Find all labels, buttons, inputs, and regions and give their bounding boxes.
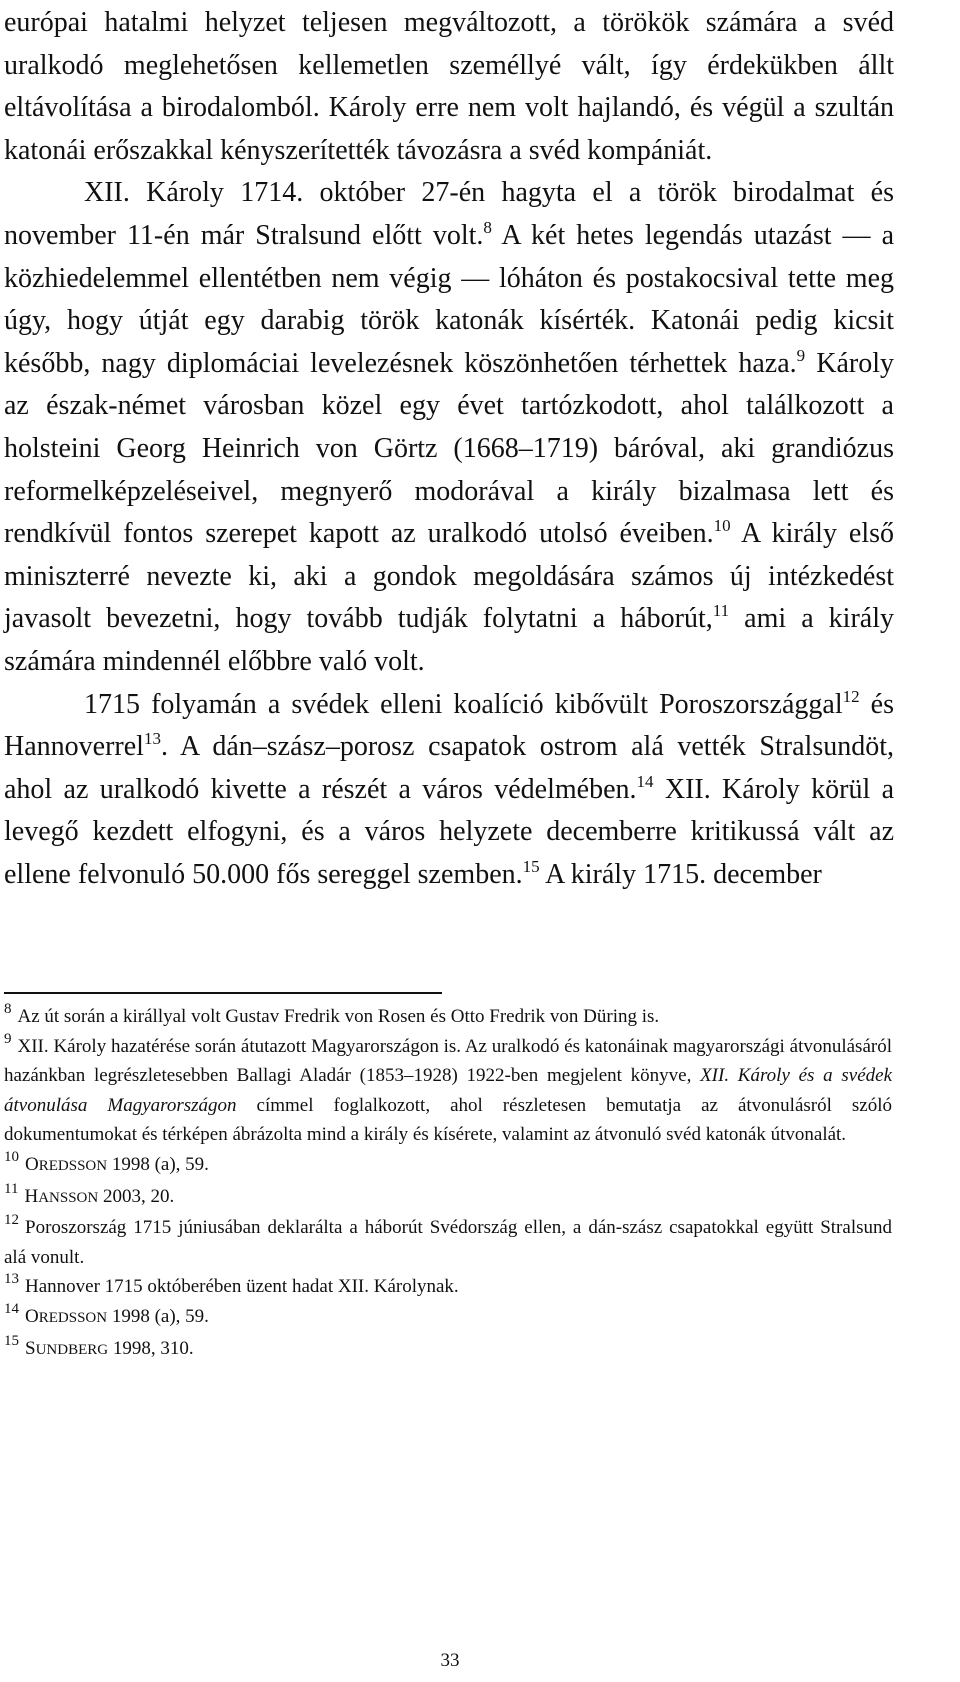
author-name: UNDBERG <box>35 1341 109 1358</box>
footnote-text: Hannover 1715 októberében üzent hadat XII. Károlynak. <box>25 1276 459 1298</box>
citation: 1998 (a), 59. <box>107 1153 209 1175</box>
author-initial: O <box>25 1305 39 1327</box>
footnote-number: 8 <box>4 1001 12 1017</box>
paragraph-2 <box>4 172 894 683</box>
author-name: REDSSON <box>38 1309 108 1326</box>
footnote-text: Az út során a királlyal volt Gustav Fredrik von Rosen és Otto Fredrik von Düring is. <box>17 1006 660 1027</box>
document-page <box>4 0 894 896</box>
footnote-number: 10 <box>4 1148 19 1165</box>
footnote-ref-8[interactable]: 8 <box>483 217 492 237</box>
author-initial: O <box>25 1153 39 1175</box>
citation: 1998 (a), 59. <box>107 1305 209 1327</box>
footnote-13 <box>4 1272 892 1302</box>
footnotes <box>4 1002 892 1365</box>
footnote-number: 13 <box>4 1271 19 1288</box>
footnote-text: címmel foglalkozott, ahol részletesen bemutatja az átvonulásról szóló dokumentumokat és térképen ábrázolta mind a király és kísérete, valamint az átvonuló svéd katonák útvonalát. <box>4 1094 892 1146</box>
paragraph-3-text-1: 1715 folyamán a svédek elleni koalíció kibővült Poroszországgal <box>84 688 843 720</box>
footnote-14 <box>4 1302 892 1334</box>
footnote-ref-13[interactable]: 13 <box>143 729 161 749</box>
footnote-10 <box>4 1150 892 1182</box>
paragraph-2-text-2: A két hetes legendás utazást — a közhiedelemmel ellentétben nem végig — lóháton és postakocsival tette meg úgy, hogy útját egy darabig török katonák kísérték. Katonái pedig kicsit később, nagy diplomáciai levelezésnek köszönhetően térhettek haza. <box>4 219 894 379</box>
footnote-number: 14 <box>4 1300 19 1317</box>
paragraph-3-text-5: A király 1715. december <box>539 858 822 890</box>
footnote-text: Poroszország 1715 júniusában deklarálta a háborút Svédország ellen, a dán-szász csapatokkal együtt Stralsund alá vonult. <box>4 1217 892 1268</box>
author-name: ANSSON <box>38 1189 99 1206</box>
footnote-number: 9 <box>4 1030 12 1047</box>
footnote-ref-12[interactable]: 12 <box>842 686 860 706</box>
paragraph-1-text: európai hatalmi helyzet teljesen megváltozott, a törökök számára a svéd uralkodó meglehetősen kellemetlen személlyé vált, így érdekükben állt eltávolítása a birodalomból. Károly erre nem volt hajlandó, és végül a szultán katonái erőszakkal kényszerítették távozásra a svéd kompániát. <box>4 7 894 166</box>
footnote-ref-14[interactable]: 14 <box>636 771 654 791</box>
footnote-11 <box>4 1182 892 1214</box>
footnote-number: 12 <box>4 1212 19 1229</box>
paragraph-1 <box>4 2 894 172</box>
citation: 1998, 310. <box>108 1337 194 1359</box>
footnote-ref-15[interactable]: 15 <box>522 856 540 876</box>
footnote-ref-11[interactable]: 11 <box>712 601 730 621</box>
footnote-15 <box>4 1334 892 1366</box>
paragraph-2-text-3: Károly az észak-német városban közel egy évet tartózkodott, ahol találkozott a holsteini Georg Heinrich von Görtz (1668–1719) báróval, aki grandiózus reformelképzeléseivel, megnyerő modorával a király bizalmasa lett és rendkívül fontos szerepet kapott az uralkodó utolsó éveiben. <box>4 347 894 550</box>
paragraph-2-text-1: XII. Károly 1714. október 27-én hagyta el a török birodalmat és november 11-én már Stralsund előtt volt. <box>4 177 894 251</box>
paragraph-3-text-2: és Hannoverrel <box>4 688 894 763</box>
paragraph-2-text-5: ami a király számára mindennél előbbre való volt. <box>4 603 894 677</box>
paragraph-2-text-4: A király első miniszterré nevezte ki, aki a gondok megoldására számos új intézkedést javasolt bevezetni, hogy tovább tudják folytatni a háborút, <box>4 518 894 635</box>
book-title: XII. Károly és a svédek átvonulása Magyarországon <box>4 1065 893 1116</box>
page-number: 33 <box>440 1650 460 1671</box>
footnote-12 <box>4 1213 892 1272</box>
author-initial: S <box>25 1337 36 1359</box>
footnote-text: XII. Károly hazatérése során átutazott Magyarországon is. Az uralkodó és katonáinak magyarországi átvonulásáról hazánkban legrészletesebben Ballagi Aladár (1853–1928) 1922-ben megjelent könyve, <box>4 1035 892 1087</box>
footnote-number: 15 <box>4 1332 19 1349</box>
author-initial: H <box>24 1185 39 1207</box>
paragraph-3 <box>4 684 894 897</box>
paragraph-3-text-4: XII. Károly körül a levegő kezdett elfogyni, és a város helyzete decemberre kritikussá vált az ellene felvonuló 50.000 fős sereggel szemben. <box>4 773 895 890</box>
footnote-ref-10[interactable]: 10 <box>713 516 731 536</box>
footnote-divider <box>4 992 442 994</box>
footnote-9 <box>4 1032 892 1150</box>
footnote-8 <box>4 1002 892 1032</box>
paragraph-3-text-3: . A dán–szász–porosz csapatok ostrom alá vették Stralsundöt, ahol az uralkodó kivette a részét a város védelmében. <box>4 731 894 805</box>
footnote-number: 11 <box>4 1180 19 1197</box>
footnote-ref-9[interactable]: 9 <box>796 345 806 365</box>
citation: 2003, 20. <box>98 1185 175 1207</box>
main-text <box>4 0 894 896</box>
author-name: REDSSON <box>38 1157 108 1174</box>
